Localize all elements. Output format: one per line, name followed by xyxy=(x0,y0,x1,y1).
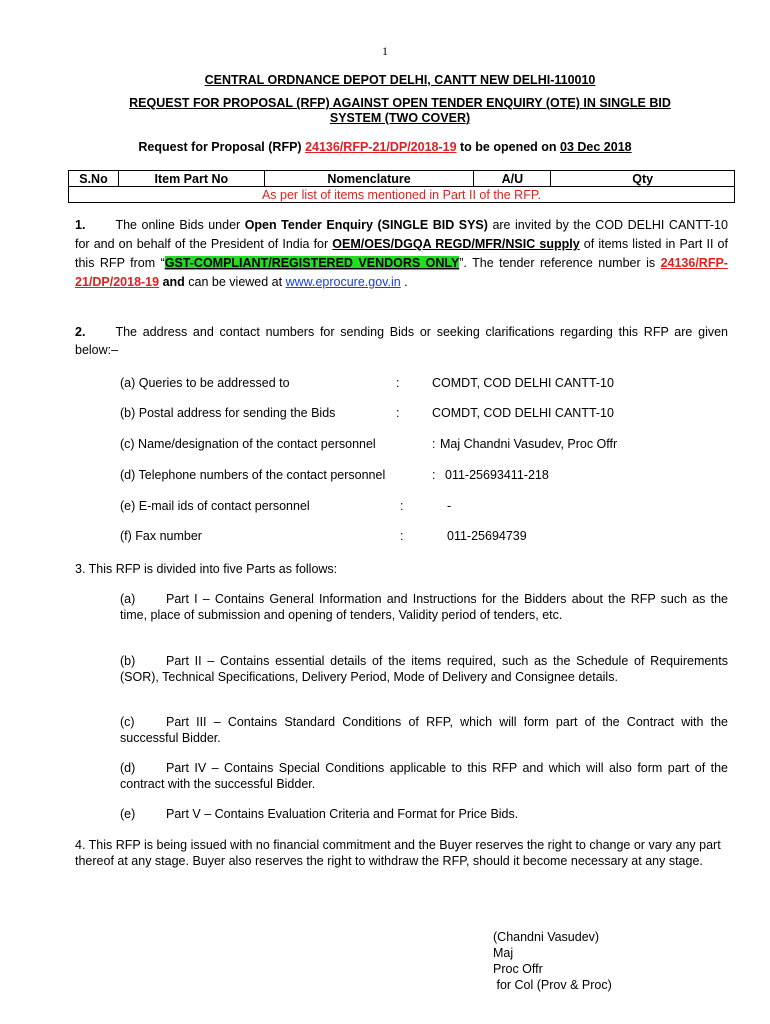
part-item-e xyxy=(120,806,728,822)
contact-value: COMDT, COD DELHI CANTT-10 xyxy=(432,406,614,420)
rfp-mid: to be opened on xyxy=(456,140,561,154)
header-line-2: REQUEST FOR PROPOSAL (RFP) AGAINST OPEN TENDER ENQUIRY (OTE) IN SINGLE BID xyxy=(129,96,671,110)
vendor-eligibility-highlight: GST-COMPLIANT/REGISTERED VENDORS ONLY xyxy=(164,256,460,270)
signatory-rank: Maj xyxy=(493,946,514,960)
part-item-b xyxy=(120,653,728,685)
paragraph-1: 1. The online Bids under Open Tender Enquiry (SINGLE BID SYS) are invited by the COD DELHI CANTT-10 for and on behalf of the President of India for OEM/OES/DGQA REGD/MFR/NSIC supply of items listed in Part II of this RFP from “GST-COMPLIANT/REGISTERED VENDORS ONLY”. The tender reference number is 24136/RFP-21/DP/2018-19 and can be viewed at www.eprocure.gov.in . xyxy=(75,218,728,289)
supply-category: OEM/OES/DGQA REGD/MFR/NSIC supply xyxy=(332,237,580,251)
signature-block xyxy=(493,929,612,993)
contact-label: (f) Fax number xyxy=(120,529,202,543)
header-line-3: SYSTEM (TWO COVER) xyxy=(329,111,471,125)
signatory-appointment: Proc Offr xyxy=(493,962,543,976)
part-label: (c) xyxy=(120,715,135,729)
col-item-part-no: Item Part No xyxy=(118,171,264,187)
contact-label: (a) Queries to be addressed to xyxy=(120,376,290,390)
contact-label: (c) Name/designation of the contact personnel xyxy=(120,437,376,451)
ote-type: Open Tender Enquiry (SINGLE BID SYS) xyxy=(244,218,488,232)
col-nomenclature: Nomenclature xyxy=(264,171,474,187)
signatory-for: for Col (Prov & Proc) xyxy=(493,978,612,992)
para2-number: 2. xyxy=(75,325,86,339)
items-table-header xyxy=(69,171,735,187)
para1-number: 1. xyxy=(75,218,86,232)
page-number: 1 xyxy=(382,44,388,58)
items-table xyxy=(68,170,735,203)
col-sno: S.No xyxy=(69,171,119,187)
table-row xyxy=(69,187,735,203)
part-item-c xyxy=(120,714,728,746)
part-text: Part V – Contains Evaluation Criteria and Format for Price Bids. xyxy=(166,807,519,821)
contact-value: 011-25694739 xyxy=(447,529,527,543)
part-item-a xyxy=(120,591,728,623)
rfp-prefix: Request for Proposal (RFP) xyxy=(138,140,306,154)
tender-reference: 24136/RFP-21/DP/2018-19 xyxy=(75,256,728,289)
header-line-1: CENTRAL ORDNANCE DEPOT DELHI, CANTT NEW DELHI-110010 xyxy=(204,73,596,87)
part-label: (a) xyxy=(120,592,136,606)
part-label: (d) xyxy=(120,761,136,775)
paragraph-4: 4. This RFP is being issued with no financial commitment and the Buyer reserves the right to change or vary any part thereof at any stage. Buyer also reserves the right to withdraw the RFP, should it become necessary at any stage. xyxy=(75,838,721,868)
rfp-opening-line xyxy=(0,140,770,154)
paragraph-2: 2. The address and contact numbers for sending Bids or seeking clarifications regarding this RFP are given below:– xyxy=(75,325,728,357)
contact-label: (b) Postal address for sending the Bids xyxy=(120,406,336,420)
rfp-reference: 24136/RFP-21/DP/2018-19 xyxy=(305,140,457,154)
contact-label: (e) E-mail ids of contact personnel xyxy=(120,499,310,513)
part-label: (e) xyxy=(120,807,136,821)
contact-value: COMDT, COD DELHI CANTT-10 xyxy=(432,376,614,390)
part-text: Part I – Contains General Information and Instructions for the Bidders about the RFP such as the time, place of submission and opening of tenders, Validity period of tenders, etc. xyxy=(120,592,728,622)
contact-value: - xyxy=(447,499,452,513)
document-page: 1 CENTRAL ORDNANCE DEPOT DELHI, CANTT NEW DELHI-110010 REQUEST FOR PROPOSAL (RFP) AGAINST OPEN TENDER ENQUIRY (OTE) IN SINGLE BID SYSTEM (TWO COVER) Request for Proposal (RFP) 24136/RFP-21/DP/2018-19 to be opened on 03 Dec 2018 S.No Item Part No Nomenclature A/U Qty As per list of items mentioned in Part II of the RFP. 1. The online Bids under Open Tender Enquiry (SINGLE BID SYS) are invited by the COD DELHI CANTT-10 for and on behalf of the President of India for OEM/OES/DGQA REGD/MFR/NSIC supply of items listed in Part II of this RFP from “GST-COMPLIANT/REGISTERED VENDORS ONLY”. The tender reference number is 24136/RFP-21/DP/2018-19 and can be viewed at www.eprocure.gov.in . 2. The address and contact numbers for sending Bids or seeking clarifications regarding this RFP are given below:– (a) Queries to be addressed to : COMDT, COD DELHI CANTT-10 (b) Postal address for sending the Bids : COMDT, COD DELHI CANTT-10 (c) Name/designation of the contact personnel : Maj Chandni Vasudev, Proc Offr (d) Telephone numbers of the contact personnel : 011-25693411-218 (e) E-mail ids of contact personnel : - (f) Fax number : 011-25694739 3. This RFP is divided into five Parts as follows: (a) Part I – Contains General Information and Instructions for the Bidders about the RFP such as the time, place of submission and opening of tenders, Validity period of tenders, etc. (b) Part II – Contains essential details of the items required, such as the Schedule of Requirements (SOR), Technical Specifications, Delivery Period, Mode of Delivery and Consignee details. (c) Part III – Contains Standard Conditions of RFP, which will form part of the Contract with the successful Bidder. (d) Part IV – Contains Special Conditions applicable to this RFP and which will also form part of the contract with the successful Bidder. (e) Part V – Contains Evaluation Criteria and Format for Price Bids. 4. This RFP is being issued with no financial commitment and the Buyer reserves the right to change or vary any part thereof at any stage. Buyer also reserves the right to withdraw the RFP, should it become necessary at any stage. (Chandni Vasudev) Maj Proc Offr for Col (Prov & Proc) xyxy=(0,0,770,1024)
rfp-opening-date: 03 Dec 2018 xyxy=(560,140,632,154)
col-qty: Qty xyxy=(551,171,735,187)
contact-label: (d) Telephone numbers of the contact personnel xyxy=(120,468,386,482)
part-text: Part II – Contains essential details of the items required, such as the Schedule of Requirements (SOR), Technical Specifications, Delivery Period, Mode of Delivery and Consignee details. xyxy=(120,654,728,684)
col-au: A/U xyxy=(474,171,551,187)
part-text: Part III – Contains Standard Conditions of RFP, which will form part of the Contract with the successful Bidder. xyxy=(120,715,728,745)
contact-value: 011-25693411-218 xyxy=(445,468,549,482)
signatory-name: (Chandni Vasudev) xyxy=(493,930,600,944)
part-label: (b) xyxy=(120,654,136,668)
eprocure-link[interactable]: www.eprocure.gov.in xyxy=(285,275,401,289)
contact-value: Maj Chandni Vasudev, Proc Offr xyxy=(440,437,618,451)
items-note: As per list of items mentioned in Part II of the RFP. xyxy=(69,187,735,203)
paragraph-3: 3. This RFP is divided into five Parts as follows: xyxy=(75,562,338,576)
part-text: Part IV – Contains Special Conditions applicable to this RFP and which will also form part of the contract with the successful Bidder. xyxy=(120,761,728,791)
part-item-d xyxy=(120,760,728,792)
